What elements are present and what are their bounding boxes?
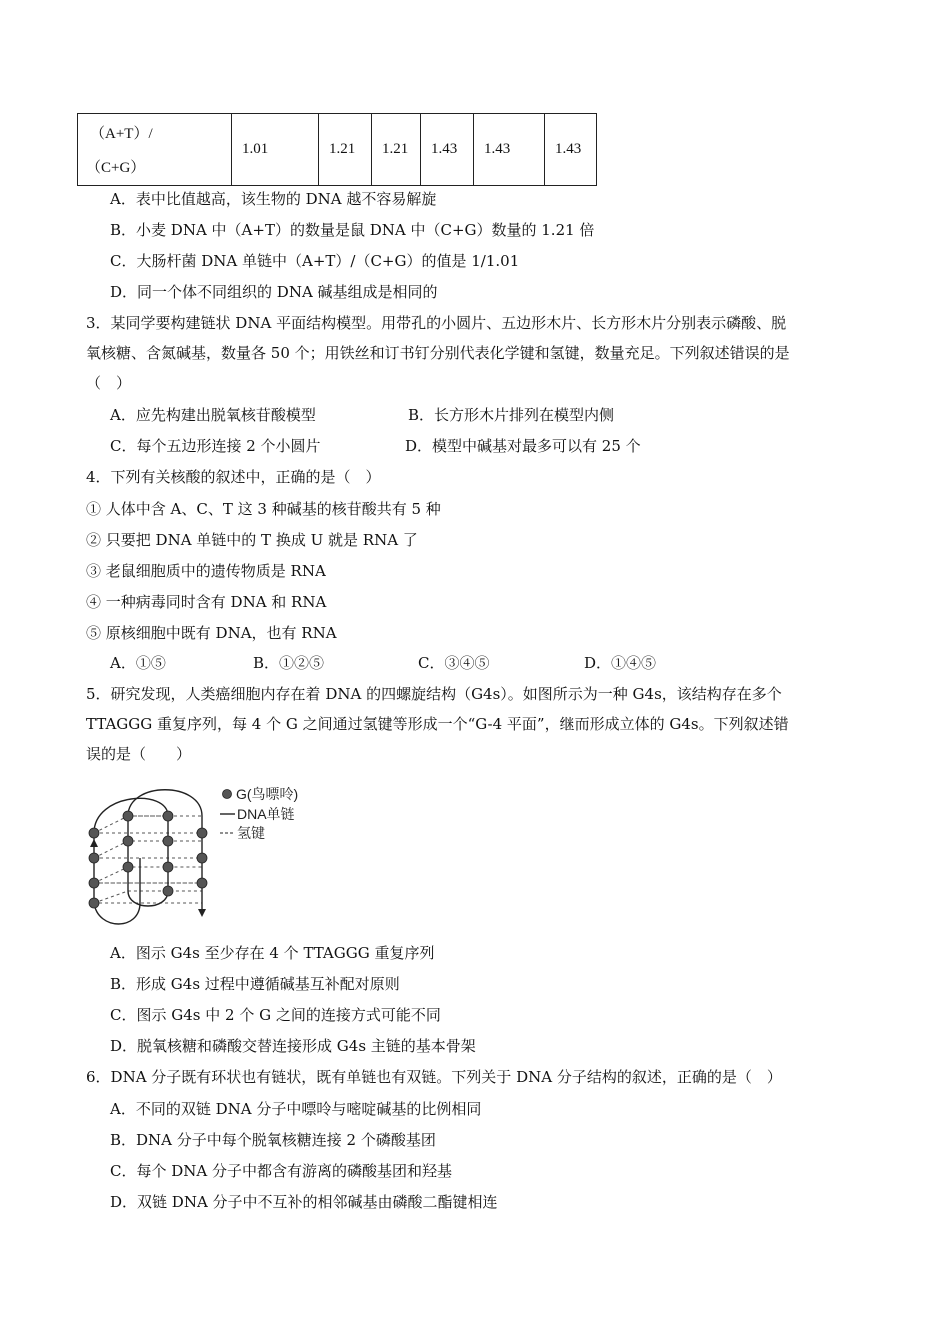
arrow-up-icon (90, 839, 98, 847)
row-header-cell (78, 114, 232, 186)
guanine-legend-icon (223, 790, 232, 799)
row-header-line1: （A+T）/ (90, 126, 153, 142)
q4-option-d: D．①④⑤ (584, 654, 657, 672)
q5-stem-line2: TTAGGG 重复序列，每 4 个 G 之间通过氢键等形成一个“G-4 平面”，继而形成立体的 G4s。下列叙述错 (86, 715, 789, 733)
q6-option-c: C．每个 DNA 分子中都含有游离的磷酸基团和羟基 (110, 1162, 452, 1180)
q6-option-d: D．双链 DNA 分子中不互补的相邻碱基由磷酸二酯键相连 (110, 1193, 498, 1211)
table-cell: 1.43 (545, 114, 597, 186)
q2-option-c: C．大肠杆菌 DNA 单链中（A+T）/（C+G）的值是 1/1.01 (110, 252, 520, 270)
hydrogen-bond-lines (94, 816, 202, 903)
table-cell: 1.21 (372, 114, 421, 186)
q5-option-c: C．图示 G4s 中 2 个 G 之间的连接方式可能不同 (110, 1006, 441, 1024)
q4-item: ② 只要把 DNA 单链中的 T 换成 U 就是 RNA 了 (86, 531, 418, 549)
guanine-nodes (89, 811, 207, 908)
q2-option-a: A．表中比值越高，该生物的 DNA 越不容易解旋 (110, 190, 437, 208)
table-row (78, 114, 597, 186)
q5-option-b: B．形成 G4s 过程中遵循碱基互补配对原则 (110, 975, 400, 993)
legend-hbond: 氢键 (237, 825, 265, 841)
q3-option-a: A．应先构建出脱氧核苷酸模型 (110, 406, 316, 424)
table-cell: 1.21 (319, 114, 372, 186)
q6-stem: 6．DNA 分子既有环状也有链状，既有单链也有双链。下列关于 DNA 分子结构的叙述，正确的是（ ） (86, 1068, 782, 1086)
figure-legend (220, 786, 298, 841)
q4-option-a: A．①⑤ (110, 654, 166, 672)
table-cell: 1.01 (232, 114, 319, 186)
q5-stem-line1: 5．研究发现，人类癌细胞内存在着 DNA 的四螺旋结构（G4s）。如图所示为一种 G4s，该结构存在多个 (86, 685, 782, 703)
dna-strand (94, 790, 202, 924)
q3-stem-line1: 3．某同学要构建链状 DNA 平面结构模型。用带孔的小圆片、五边形木片、长方形木片分别表示磷酸、脱 (86, 314, 787, 332)
g4s-structure-figure (80, 783, 320, 933)
q4-option-b: B．①②⑤ (253, 654, 325, 672)
q3-stem-line2: 氧核糖、含氮碱基，数量各 50 个；用铁丝和订书钉分别代表化学键和氢键，数量充足。下列叙述错误的是 (86, 344, 790, 362)
q6-option-a: A．不同的双链 DNA 分子中嘌呤与嘧啶碱基的比例相同 (110, 1100, 482, 1118)
q4-stem: 4．下列有关核酸的叙述中，正确的是（ ） (86, 468, 381, 486)
q4-item: ① 人体中含 A、C、T 这 3 种碱基的核苷酸共有 5 种 (86, 500, 441, 518)
legend-chain: DNA单链 (237, 806, 295, 822)
base-ratio-table (77, 113, 597, 186)
q4-item: ⑤ 原核细胞中既有 DNA，也有 RNA (86, 624, 337, 642)
q5-option-d: D．脱氧核糖和磷酸交替连接形成 G4s 主链的基本骨架 (110, 1037, 476, 1055)
q3-stem-line3: （ ） (86, 374, 132, 392)
q4-option-c: C．③④⑤ (418, 654, 490, 672)
row-header-line2: （C+G） (86, 160, 146, 176)
table-cell: 1.43 (474, 114, 545, 186)
q4-item: ③ 老鼠细胞质中的遗传物质是 RNA (86, 562, 326, 580)
table-cell: 1.43 (421, 114, 474, 186)
q3-option-d: D．模型中碱基对最多可以有 25 个 (405, 437, 641, 455)
q6-option-b: B．DNA 分子中每个脱氧核糖连接 2 个磷酸基团 (110, 1131, 436, 1149)
arrow-down-icon (198, 909, 206, 917)
q5-stem-line3: 误的是（ ） (86, 745, 192, 763)
q5-option-a: A．图示 G4s 至少存在 4 个 TTAGGG 重复序列 (110, 944, 435, 962)
q4-item: ④ 一种病毒同时含有 DNA 和 RNA (86, 593, 327, 611)
legend-g: G(鸟嘌呤) (236, 786, 299, 802)
q2-option-b: B．小麦 DNA 中（A+T）的数量是鼠 DNA 中（C+G）数量的 1.21 倍 (110, 221, 595, 239)
q2-option-d: D．同一个体不同组织的 DNA 碱基组成是相同的 (110, 283, 438, 301)
q3-option-b: B．长方形木片排列在模型内侧 (408, 406, 615, 424)
q3-option-c: C．每个五边形连接 2 个小圆片 (110, 437, 321, 455)
